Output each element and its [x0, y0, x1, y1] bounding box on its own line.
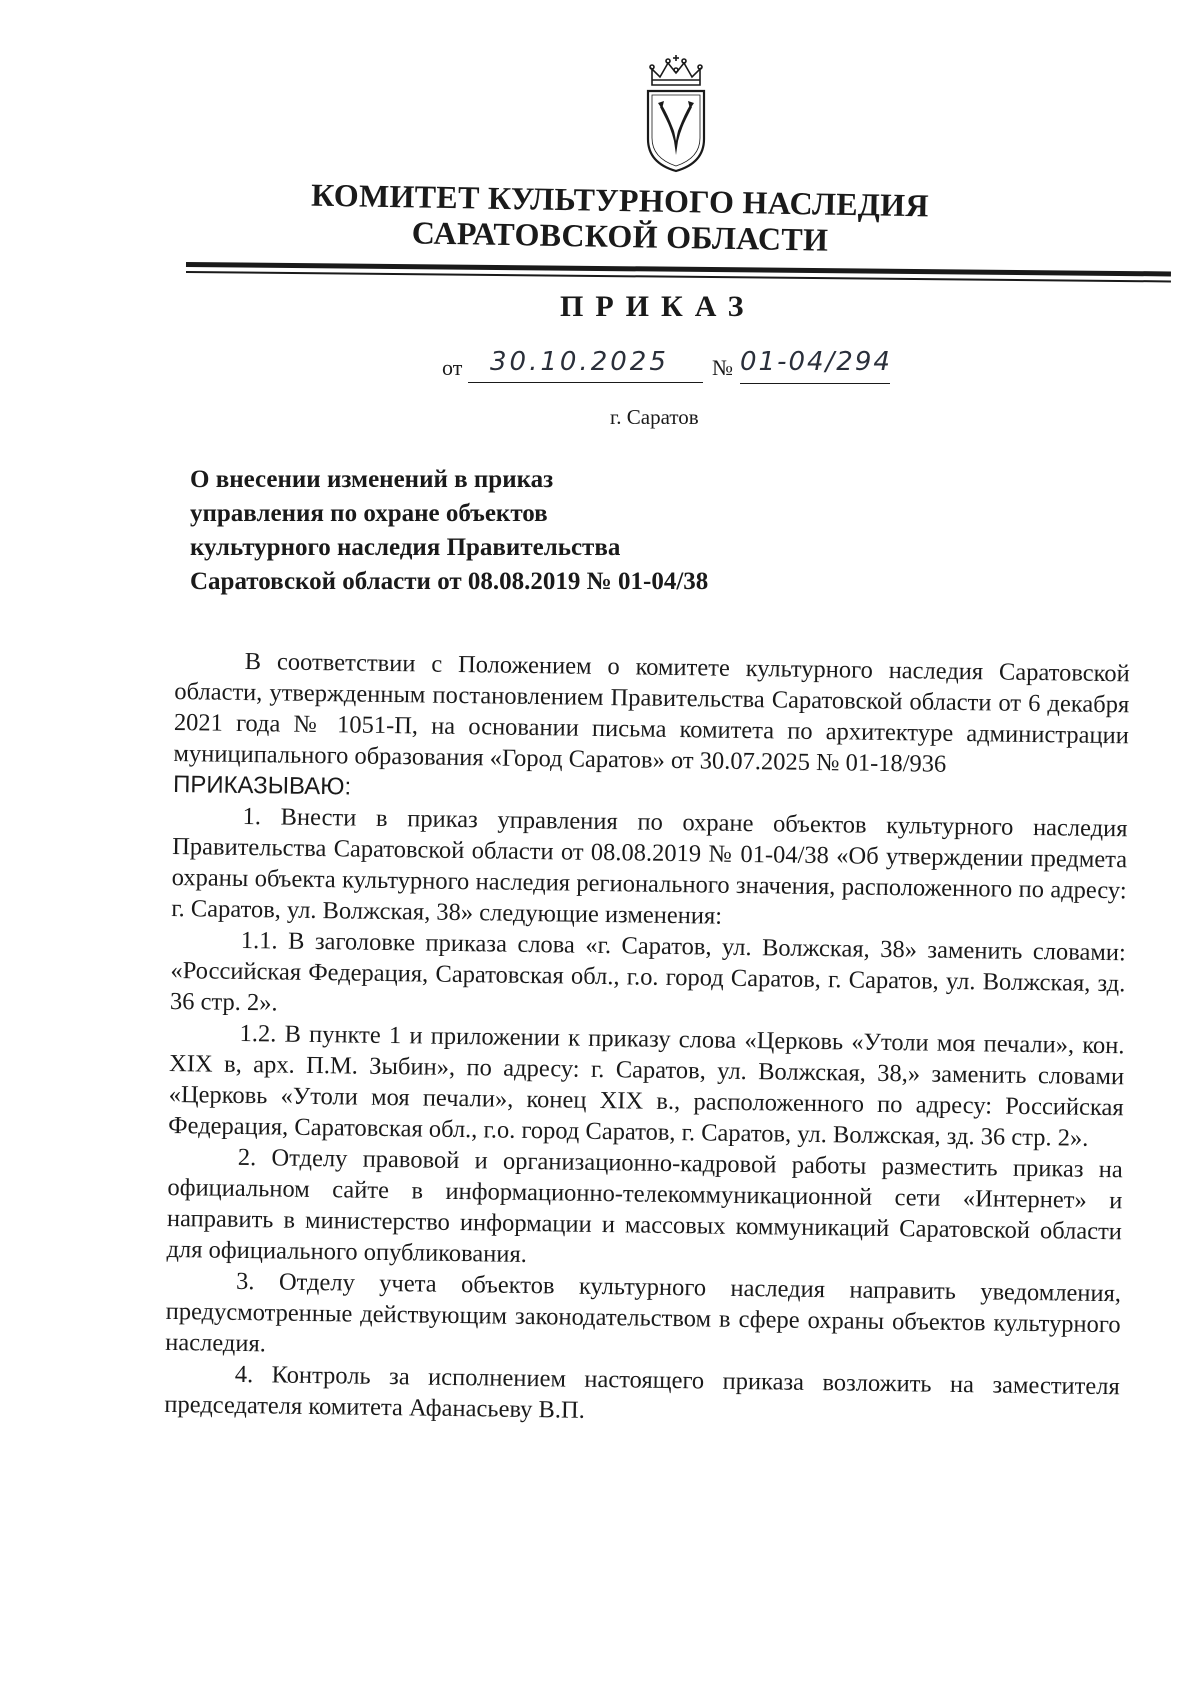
- saratov-region-coat-of-arms-icon: [638, 55, 714, 173]
- subject-line: О внесении изменений в приказ: [190, 466, 554, 493]
- order-subject: [190, 463, 810, 599]
- order-city: г. Саратов: [610, 405, 699, 429]
- order-date: 30.10.2025: [490, 347, 669, 377]
- order-item-2: 2. Отделу правовой и организационно-кадровой работы разместить приказ на официальном сайте в информационно-телекоммуникационной сети «Интернет» и направить в министерство информации и массовых коммуникаций Саратовской области для официального опубликования.: [166, 1143, 1123, 1268]
- org-name-line1: КОМИТЕТ КУЛЬТУРНОГО НАСЛЕДИЯ: [310, 176, 930, 224]
- order-date-label: от: [442, 355, 463, 380]
- order-item-1-2: 1.2. В пункте 1 и приложении к приказу слова «Церковь «Утоли моя печали», кон. XIX в, арх. П.М. Зыбин», по адресу: г. Саратов, ул. Волжская, 38,» заменить словами «Церковь «Утоли моя печали», конец XIX в., расположенного по адресу: Российская Федерация, Саратовская обл., г.о. город Саратов, г. Саратов, ул. Волжская, зд. 36 стр. 2».: [168, 1019, 1125, 1152]
- order-item-3: 3. Отделу учета объектов культурного наследия направить уведомления, предусмотренные действующим законодательством в сфере охраны объектов культурного наследия.: [165, 1267, 1122, 1358]
- order-item-4: 4. Контроль за исполнением настоящего приказа возложить на заместителя председателя комитета Афанасьеву В.П.: [164, 1360, 1120, 1424]
- subject-line: культурного наследия Правительства: [190, 534, 621, 561]
- org-name-line2: САРАТОВСКОЙ ОБЛАСТИ: [411, 214, 829, 258]
- order-item-1: 1. Внести в приказ управления по охране объектов культурного наследия Правительства Саратовской области от 08.08.2019 № 01-04/38 «Об утверждении предмета охраны объекта культурного наследия регионального значения, расположенного по адресу: г. Саратов, ул. Волжская, 38» следующие изменения:: [171, 802, 1128, 930]
- order-item-1-1: 1.1. В заголовке приказа слова «г. Саратов, ул. Волжская, 38» заменить словами: «Российская Федерация, Саратовская обл., г.о. город Саратов, г. Саратов, ул. Волжская, зд. 36 стр. 2».: [169, 926, 1126, 1017]
- order-number: 01-04/294: [740, 347, 892, 377]
- order-number-label: №: [712, 355, 733, 380]
- order-date-underline: [468, 382, 703, 383]
- order-title: ПРИКАЗ: [560, 290, 756, 323]
- subject-line: управления по охране объектов: [190, 500, 548, 527]
- order-number-underline: [740, 383, 890, 384]
- subject-line: Саратовской области от 08.08.2019 № 01-04/38: [190, 568, 709, 595]
- order-directive-word: ПРИКАЗЫВАЮ:: [172, 770, 352, 801]
- preamble-paragraph: В соответствии с Положением о комитете культурного наследия Саратовской области, утвержденным постановлением Правительства Саратовской области от 6 декабря 2021 года № 1051-П, на основании письма комитета по архитектуре администрации муниципального образования «Город Саратов» от 30.07.2025 № 01-18/936: [173, 647, 1130, 778]
- order-body: [164, 645, 1130, 1433]
